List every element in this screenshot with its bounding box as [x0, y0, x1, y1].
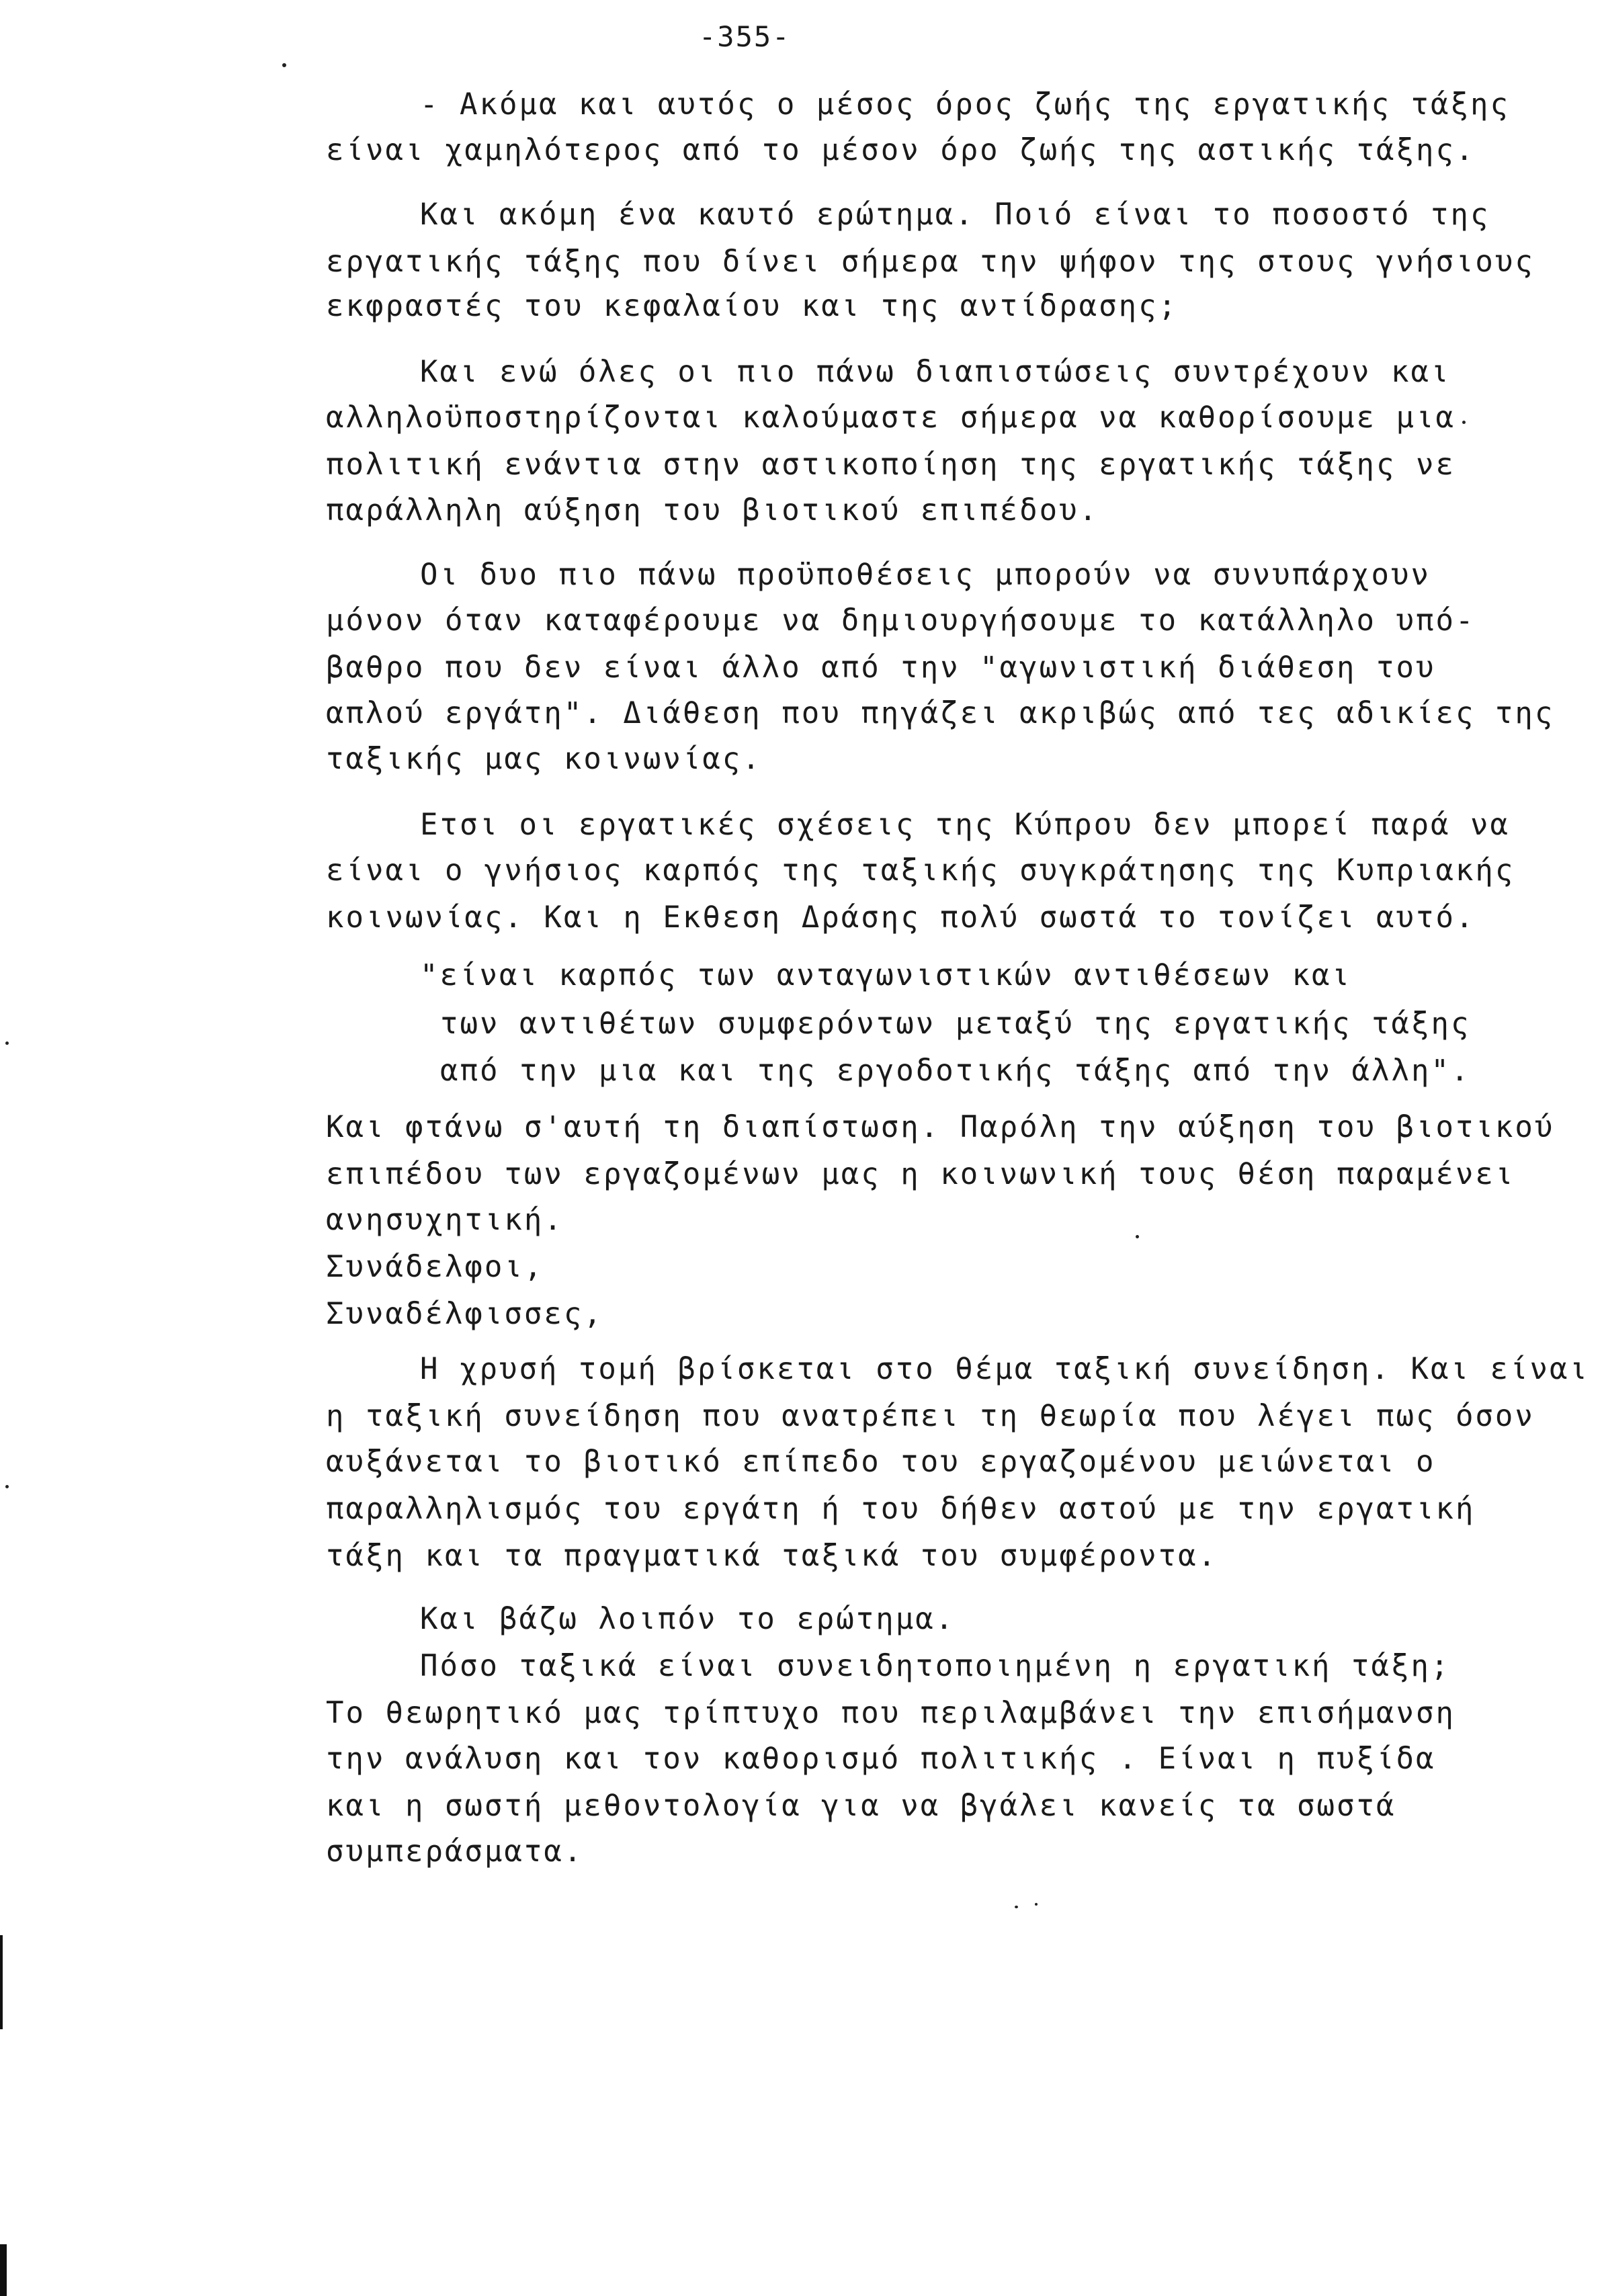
scan-speck	[1035, 1903, 1038, 1906]
text-line: είναι ο γνήσιος καρπός της ταξικής συγκράτησης της Κυπριακής	[326, 853, 1515, 888]
text-line: Ετσι οι εργατικές σχέσεις της Κύπρου δεν μπορεί παρά να	[420, 808, 1510, 842]
scan-edge-mark	[0, 2244, 7, 2296]
text-line: Οι δυο πιο πάνω προϋποθέσεις μπορούν να συνυπάρχουν	[420, 558, 1431, 592]
text-line: εργατικής τάξης που δίνει σήμερα την ψήφον της στους γνήσιους	[326, 245, 1535, 279]
quote-line: "είναι καρπός των ανταγωνιστικών αντιθέσεων και	[420, 958, 1352, 992]
text-line: πολιτική ενάντια στην αστικοποίηση της εργατικής τάξης νε	[326, 448, 1455, 482]
scan-edge-mark	[0, 1935, 3, 2029]
text-line: Και φτάνω σ'αυτή τη διαπίστωση. Παρόλη την αύξηση του βιοτικού	[326, 1110, 1555, 1144]
scan-speck	[5, 1485, 9, 1488]
text-line: συμπεράσματα.	[326, 1834, 584, 1869]
text-line: παραλληλισμός του εργάτη ή του δήθεν αστού με την εργατική	[326, 1492, 1476, 1526]
quote-line: των αντιθέτων συμφερόντων μεταξύ της εργατικής τάξης	[440, 1007, 1471, 1041]
scan-speck	[1136, 1235, 1139, 1238]
scan-speck	[1015, 1906, 1018, 1908]
text-line: Το θεωρητικό μας τρίπτυχο που περιλαμβάνει την επισήμανση	[326, 1696, 1455, 1730]
text-line: αλληλοϋποστηρίζονται καλούμαστε σήμερα να καθορίσουμε μια	[326, 400, 1455, 435]
salutation-line: Συναδέλφισσες,	[326, 1297, 603, 1331]
text-line: και η σωστή μεθοντολογία για να βγάλει κανείς τα σωστά	[326, 1789, 1396, 1823]
text-line: αυξάνεται το βιοτικό επίπεδο του εργαζομένου μειώνεται ο	[326, 1445, 1436, 1479]
text-line: απλού εργάτη". Διάθεση που πηγάζει ακριβώς από τες αδικίες της	[326, 696, 1555, 730]
text-line: είναι χαμηλότερος από το μέσον όρο ζωής της αστικής τάξης.	[326, 133, 1476, 167]
salutation-line: Συνάδελφοι,	[326, 1250, 544, 1284]
text-line: την ανάλυση και τον καθορισμό πολιτικής . Είναι η πυξίδα	[326, 1742, 1436, 1776]
text-line: τάξη και τα πραγματικά ταξικά του συμφέροντα.	[326, 1539, 1218, 1573]
text-line: Και ενώ όλες οι πιο πάνω διαπιστώσεις συντρέχουν και	[420, 355, 1451, 389]
text-line: Πόσο ταξικά είναι συνειδητοποιημένη η εργατική τάξη;	[420, 1649, 1451, 1683]
text-line: βαθρο που δεν είναι άλλο από την "αγωνιστική διάθεση του	[326, 650, 1436, 685]
scan-speck	[5, 1041, 9, 1045]
text-line: μόνον όταν καταφέρουμε να δημιουργήσουμε το κατάλληλο υπό-	[326, 603, 1476, 638]
scan-speck	[1462, 421, 1466, 424]
text-line: επιπέδου των εργαζομένων μας η κοινωνική τους θέση παραμένει	[326, 1157, 1515, 1191]
text-line: κοινωνίας. Και η Εκθεση Δράσης πολύ σωστά το τονίζει αυτό.	[326, 900, 1476, 935]
text-line: η ταξική συνείδηση που ανατρέπει τη θεωρία που λέγει πως όσον	[326, 1399, 1535, 1433]
text-line: - Ακόμα και αυτός ο μέσος όρος ζωής της εργατικής τάξης	[420, 87, 1510, 122]
text-line: παράλληλη αύξηση του βιοτικού επιπέδου.	[326, 493, 1099, 527]
quote-line: από την μια και της εργοδοτικής τάξης από την άλλη".	[440, 1054, 1471, 1088]
scan-speck	[282, 63, 286, 67]
page-number: -355-	[699, 20, 791, 53]
text-line: ταξικής μας κοινωνίας.	[326, 742, 762, 776]
text-line: εκφραστές του κεφαλαίου και της αντίδρασης;	[326, 289, 1179, 323]
text-line: Η χρυσή τομή βρίσκεται στο θέμα ταξική συνείδηση. Και είναι	[420, 1352, 1589, 1386]
text-line: Και ακόμη ένα καυτό ερώτημα. Ποιό είναι το ποσοστό της	[420, 198, 1490, 232]
text-line: ανησυχητική.	[326, 1203, 564, 1237]
text-line: Και βάζω λοιπόν το ερώτημα.	[420, 1602, 956, 1636]
